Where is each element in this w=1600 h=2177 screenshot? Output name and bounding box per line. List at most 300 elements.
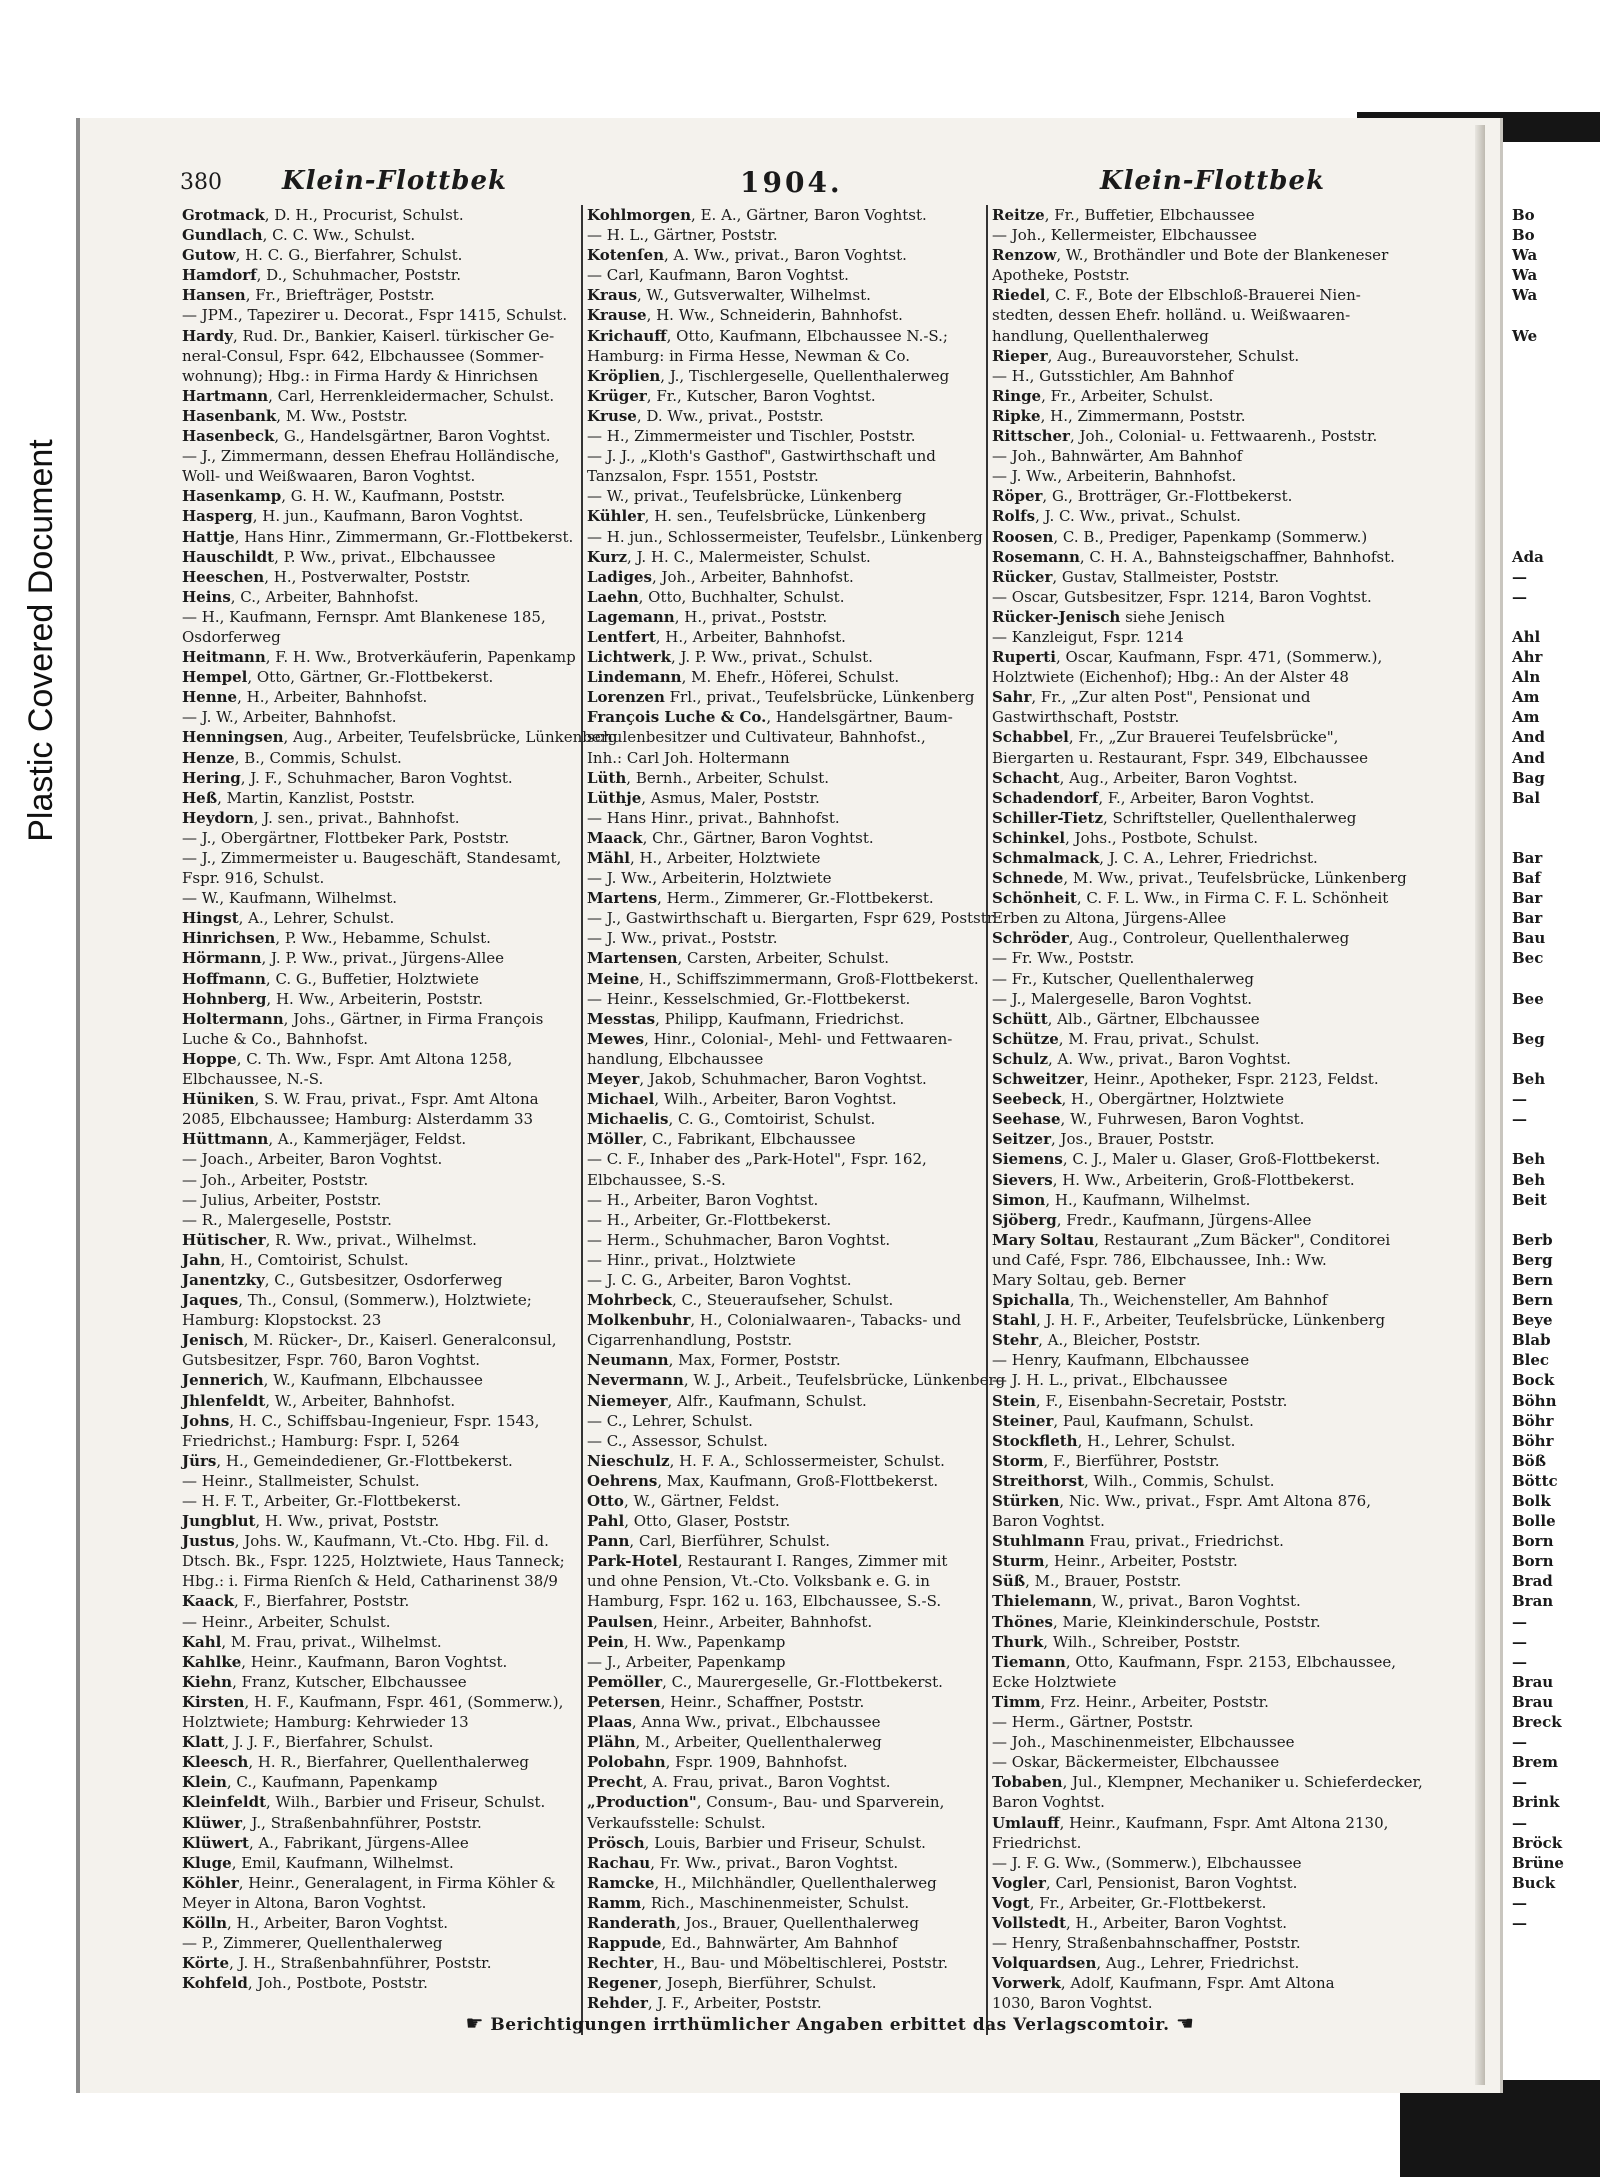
entry-fragment: Beh — [1512, 1170, 1546, 1189]
entry-details: , J. P. Ww., privat., Schulst. — [670, 648, 873, 667]
entry-details: — Heinr., Kesselschmied, Gr.-Flottbekerst. — [587, 989, 911, 1008]
entry-surname: Regener — [587, 1974, 658, 1993]
directory-entry — [587, 225, 983, 245]
directory-entry — [992, 1953, 1392, 1973]
entry-details: , W. J., Arbeit., Teufelsbrücke, Lünkenberg — [683, 1371, 1006, 1390]
directory-entry — [587, 1029, 983, 1049]
entry-surname: Mähl — [587, 849, 630, 867]
entry-details: — Henry, Straßenbahnschaffner, Poststr. — [992, 1934, 1301, 1953]
entry-surname: Pein — [587, 1632, 625, 1651]
entry-details: — Julius, Arbeiter, Poststr. — [182, 1190, 382, 1209]
entry-surname: Messtas — [587, 1009, 656, 1028]
entry-surname: Gundlach — [182, 226, 263, 245]
entry-details: , Chr., Gärtner, Baron Voghtst. — [642, 828, 874, 847]
entry-surname: Randerath — [587, 1913, 676, 1932]
entry-details: , H., Arbeiter, Bahnhofst. — [655, 627, 846, 646]
entry-surname: Tiemann — [992, 1652, 1066, 1671]
entry-details: , H., Comtoirist, Schulst. — [220, 1250, 409, 1269]
entry-details: Biergarten u. Restaurant, Fspr. 349, Elbchaussee — [992, 748, 1369, 767]
entry-surname: Streithorst — [992, 1471, 1085, 1490]
entry-details: , J. H. C., Malermeister, Schulst. — [627, 547, 871, 566]
directory-entry — [992, 1270, 1392, 1290]
entry-surname: Köhler — [182, 1873, 239, 1892]
entry-details: Luche & Co., Bahnhofst. — [182, 1029, 369, 1048]
entry-details: , Handelsgärtner, Baum- — [766, 708, 953, 727]
directory-entry — [992, 1411, 1392, 1431]
directory-entry — [182, 828, 578, 848]
entry-fragment: Am — [1512, 688, 1540, 707]
entry-surname: Vogler — [992, 1873, 1046, 1892]
entry-details: , C. G., Buffetier, Holztwiete — [265, 969, 479, 988]
entry-surname: Lüth — [587, 768, 627, 787]
entry-surname: Rieper — [992, 346, 1048, 365]
entry-details: , Fr., Kutscher, Baron Voghtst. — [646, 386, 876, 405]
entry-details: , F., Eisenbahn-Secretair, Poststr. — [1035, 1391, 1288, 1410]
directory-entry — [992, 1591, 1392, 1611]
entry-surname: Michaelis — [587, 1110, 669, 1129]
entry-surname: Jaques — [182, 1291, 239, 1310]
directory-entry — [992, 1712, 1392, 1732]
entry-details: , D. H., Procurist, Schulst. — [264, 206, 464, 224]
entry-details: — J., Gastwirthschaft u. Biergarten, Fspr 629, Poststr. — [587, 909, 998, 928]
directory-entry — [587, 285, 983, 305]
entry-details: — Hans Hinr., privat., Bahnhofst. — [587, 808, 840, 827]
directory-entry — [182, 1491, 578, 1511]
entry-details: , Nic. Ww., privat., Fspr. Amt Altona 876, — [1059, 1492, 1371, 1510]
entry-surname: Schabbel — [992, 728, 1069, 747]
entry-details: , F., Arbeiter, Baron Voghtst. — [1098, 788, 1315, 807]
entry-details: , H., Colonialwaaren-, Tabacks- und — [690, 1311, 962, 1330]
entry-surname: Precht — [587, 1773, 643, 1792]
entry-details: , H., Milchhändler, Quellenthalerweg — [654, 1873, 937, 1892]
directory-entry — [992, 848, 1392, 868]
entry-surname: Sturm — [992, 1552, 1045, 1571]
entry-details: , P. Ww., privat., Elbchaussee — [274, 547, 496, 566]
entry-fragment: Born — [1512, 1532, 1554, 1551]
entry-details: , Fredr., Kaufmann, Jürgens-Allee — [1056, 1210, 1312, 1229]
entry-details: — J. F. G. Ww., (Sommerw.), Elbchaussee — [992, 1853, 1302, 1872]
entry-fragment: — — [1512, 1612, 1527, 1631]
entry-fragment — [1512, 969, 1562, 989]
entry-details: — W., privat., Teufelsbrücke, Lünkenberg — [587, 487, 902, 506]
directory-entry — [587, 848, 983, 868]
directory-entry — [992, 1250, 1392, 1270]
entry-details: Erben zu Altona, Jürgens-Allee — [992, 909, 1227, 928]
directory-entry — [992, 888, 1392, 908]
entry-surname: Schacht — [992, 768, 1060, 787]
directory-entry — [182, 587, 578, 607]
entry-details: und Café, Fspr. 786, Elbchaussee, Inh.: Ww. — [992, 1250, 1327, 1269]
entry-details: siehe Jenisch — [1120, 607, 1225, 626]
entry-surname: Schweitzer — [992, 1070, 1084, 1089]
entry-details: , Aug., Arbeiter, Baron Voghtst. — [1059, 768, 1298, 787]
entry-details: , Jos., Brauer, Quellenthalerweg — [675, 1913, 920, 1932]
directory-entry — [587, 1109, 983, 1129]
entry-surname: François Luche & Co. — [587, 708, 767, 727]
directory-entry — [587, 1370, 1006, 1390]
entry-surname: Steiner — [992, 1411, 1054, 1430]
entry-details: , H. C. G., Bierfahrer, Schulst. — [235, 246, 463, 265]
directory-entry — [587, 808, 983, 828]
entry-details: — Heinr., Stallmeister, Schulst. — [182, 1471, 420, 1490]
directory-entry — [992, 225, 1392, 245]
directory-entry — [182, 969, 578, 989]
directory-entry — [182, 808, 578, 828]
entry-details: , A. Ww., privat., Baron Voghtst. — [664, 246, 907, 265]
entry-details: , A., Fabrikant, Jürgens-Allee — [248, 1833, 469, 1852]
directory-entry — [992, 527, 1392, 547]
directory-entry — [587, 1350, 983, 1370]
entry-fragment: Blab — [1512, 1331, 1551, 1350]
entry-details: — Joh., Maschinenmeister, Elbchaussee — [992, 1733, 1295, 1752]
entry-details: , C., Fabrikant, Elbchaussee — [642, 1130, 856, 1149]
directory-entry — [182, 1310, 578, 1330]
directory-entry — [587, 868, 983, 888]
entry-fragment: — — [1512, 1090, 1527, 1109]
entry-surname: Stein — [992, 1391, 1036, 1410]
entry-fragment — [1512, 466, 1562, 486]
entry-surname: Mewes — [587, 1029, 645, 1048]
entry-details: Hamburg: Klopstockst. 23 — [182, 1311, 382, 1330]
entry-details: , W., Gutsverwalter, Wilhelmst. — [637, 286, 871, 305]
directory-entry — [587, 1170, 983, 1190]
entry-surname: Henne — [182, 688, 238, 707]
entry-surname: Kraus — [587, 286, 638, 305]
entry-fragment: Brau — [1512, 1692, 1554, 1711]
entry-details: — Joh., Arbeiter, Poststr. — [182, 1170, 369, 1189]
entry-details: — J. C. G., Arbeiter, Baron Voghtst. — [587, 1270, 852, 1289]
directory-entry — [587, 1129, 983, 1149]
entry-fragment: — — [1512, 587, 1527, 606]
directory-entry — [587, 1069, 983, 1089]
entry-details: , Jul., Klempner, Mechaniker u. Schieferdecker, — [1062, 1773, 1423, 1792]
entry-details: , Jos., Brauer, Poststr. — [1050, 1130, 1215, 1149]
directory-entry — [992, 1230, 1392, 1250]
directory-entry — [992, 587, 1392, 607]
running-head-year: 1904. — [740, 166, 843, 199]
entry-surname: Seebeck — [992, 1090, 1062, 1109]
entry-details: , C. H. A., Bahnsteigschaffner, Bahnhofst. — [1079, 547, 1395, 566]
entry-details: und ohne Pension, Vt.-Cto. Volksbank e. G. in — [587, 1572, 930, 1591]
entry-surname: Hasperg — [182, 507, 253, 526]
entry-surname: Sahr — [992, 688, 1032, 707]
entry-fragment: Bolk — [1512, 1492, 1551, 1510]
directory-entry — [182, 627, 578, 647]
entry-details: , C. C. Ww., Schulst. — [262, 226, 416, 245]
entry-fragment: Bar — [1512, 909, 1543, 928]
entry-surname: Rachau — [587, 1853, 651, 1872]
entry-surname: Hasenbeck — [182, 427, 275, 446]
entry-fragment — [1512, 1009, 1562, 1029]
entry-details: 2085, Elbchaussee; Hamburg: Alsterdamm 33 — [182, 1110, 534, 1129]
entry-details: — H., Zimmermeister und Tischler, Poststr. — [587, 427, 916, 446]
entry-fragment: Bern — [1512, 1270, 1554, 1289]
directory-entry — [992, 1672, 1392, 1692]
directory-entry — [587, 928, 983, 948]
entry-surname: Martensen — [587, 949, 678, 968]
entry-details: , Fr., Buffetier, Elbchaussee — [1044, 206, 1255, 224]
directory-entry — [587, 1591, 983, 1611]
directory-entry — [182, 446, 578, 466]
entry-fragment: Wa — [1512, 246, 1538, 265]
entry-details: — Fr., Kutscher, Quellenthalerweg — [992, 969, 1255, 988]
entry-surname: Hasenbank — [182, 406, 277, 425]
directory-entry — [587, 265, 983, 285]
entry-details: , Fr., „Zur Brauerei Teufelsbrücke", — [1068, 728, 1339, 747]
entry-details: — Herm., Gärtner, Poststr. — [992, 1713, 1194, 1732]
directory-entry — [587, 1792, 983, 1812]
entry-details: , H., Zimmermann, Poststr. — [1040, 406, 1246, 425]
directory-entry — [992, 969, 1392, 989]
entry-fragment: Baf — [1512, 869, 1541, 888]
directory-entry — [992, 1873, 1392, 1893]
entry-details: , J. F., Arbeiter, Poststr. — [647, 1994, 822, 2013]
entry-surname: Schiller-Tietz — [992, 808, 1104, 827]
entry-details: , W., Gärtner, Feldst. — [623, 1492, 780, 1510]
entry-fragment: Buck — [1512, 1873, 1556, 1892]
directory-entry — [182, 667, 578, 687]
entry-details: , Otto, Glaser, Poststr. — [624, 1512, 791, 1531]
directory-entry — [182, 1551, 578, 1571]
directory-entry — [182, 466, 578, 486]
entry-details: , C. F., Bote der Elbschloß-Brauerei Nien- — [1045, 286, 1361, 305]
entry-surname: Plaas — [587, 1713, 632, 1732]
directory-entry — [182, 1692, 578, 1712]
directory-entry — [182, 1431, 578, 1451]
entry-details: , Johs., Gärtner, in Firma François — [283, 1009, 544, 1028]
entry-surname: Justus — [182, 1532, 235, 1551]
entry-fragment: Berg — [1512, 1250, 1553, 1269]
entry-details: , Martin, Kanzlist, Poststr. — [217, 788, 415, 807]
entry-fragment: Bo — [1512, 226, 1535, 245]
entry-surname: Prösch — [587, 1833, 645, 1852]
directory-entry — [992, 1792, 1392, 1812]
directory-entry — [182, 1069, 578, 1089]
entry-details: , C., Maurergeselle, Gr.-Flottbekerst. — [662, 1672, 943, 1691]
entry-surname: Martens — [587, 889, 658, 908]
entry-details: — Herm., Schuhmacher, Baron Voghtst. — [587, 1230, 891, 1249]
entry-details: — P., Zimmerer, Quellenthalerweg — [182, 1934, 443, 1953]
entry-details: , Joseph, Bierführer, Schulst. — [657, 1974, 877, 1993]
directory-entry — [992, 245, 1392, 265]
entry-details: , Fr., Arbeiter, Gr.-Flottbekerst. — [1029, 1893, 1267, 1912]
entry-details: Verkaufsstelle: Schulst. — [587, 1813, 766, 1832]
directory-entry — [587, 1411, 983, 1431]
entry-details: Baron Voghtst. — [992, 1512, 1105, 1531]
entry-fragment: — — [1512, 1110, 1527, 1129]
directory-entry — [587, 687, 983, 707]
directory-entry — [182, 687, 578, 707]
entry-surname: Laehn — [587, 587, 639, 606]
entry-fragment: Bee — [1512, 989, 1544, 1008]
directory-entry — [182, 1170, 578, 1190]
directory-entry — [182, 506, 578, 526]
entry-details: , H. R., Bierfahrer, Quellenthalerweg — [248, 1753, 529, 1772]
entry-surname: Rittscher — [992, 427, 1070, 446]
directory-entry — [587, 727, 983, 747]
directory-entry — [992, 1853, 1392, 1873]
entry-details: , M. Ehefr., Höferei, Schulst. — [681, 668, 900, 687]
entry-surname: Ramm — [587, 1893, 642, 1912]
entry-surname: Lindemann — [587, 668, 682, 687]
directory-entry — [992, 1089, 1392, 1109]
entry-details: — R., Malergeselle, Poststr. — [182, 1210, 392, 1229]
directory-entry — [587, 1431, 983, 1451]
entry-surname: Stuhlmann — [992, 1532, 1085, 1551]
entry-details: , Fspr. 1909, Bahnhofst. — [665, 1753, 848, 1772]
directory-entry — [992, 627, 1392, 647]
entry-details: , Johs., Postbote, Schulst. — [1065, 828, 1258, 847]
directory-entry — [992, 607, 1392, 627]
entry-details: — H., Arbeiter, Baron Voghtst. — [587, 1190, 819, 1209]
entry-details: Osdorferweg — [182, 627, 281, 646]
entry-surname: Hartmann — [182, 386, 269, 405]
directory-entry — [992, 868, 1407, 888]
directory-entry — [182, 1391, 578, 1411]
directory-entry — [182, 1772, 578, 1792]
entry-surname: Rehder — [587, 1994, 648, 2013]
entry-details: , Fr. Ww., privat., Baron Voghtst. — [650, 1853, 899, 1872]
entry-surname: Reitze — [992, 206, 1045, 224]
entry-surname: Molkenbuhr — [587, 1311, 691, 1330]
directory-entry — [587, 1149, 983, 1169]
entry-fragment: Beg — [1512, 1029, 1545, 1048]
entry-surname: Niemeyer — [587, 1391, 668, 1410]
running-head-left: Klein-Flottbek — [282, 166, 508, 196]
entry-details: , Ed., Bahnwärter, Am Bahnhof — [661, 1934, 898, 1953]
entry-surname: Hering — [182, 768, 241, 787]
entry-surname: Ladiges — [587, 567, 652, 586]
directory-entry — [182, 1029, 578, 1049]
directory-entry — [587, 1451, 983, 1471]
entry-details: Ecke Holztwiete — [992, 1672, 1117, 1691]
directory-entry — [992, 1571, 1392, 1591]
entry-surname: Seehase — [992, 1110, 1061, 1129]
directory-entry — [182, 245, 578, 265]
entry-details: , Johs. W., Kaufmann, Vt.-Cto. Hbg. Fil. d. — [234, 1532, 549, 1551]
entry-details: Inh.: Carl Joh. Holtermann — [587, 748, 790, 767]
entry-details: , C., Steueraufseher, Schulst. — [671, 1291, 894, 1310]
entry-details: , Franz, Kutscher, Elbchaussee — [232, 1672, 467, 1691]
directory-entry — [182, 1792, 578, 1812]
entry-details: , H. Ww., Arbeiterin, Poststr. — [266, 989, 483, 1008]
entry-surname: Hamdorf — [182, 266, 257, 285]
entry-details: , Aug., Arbeiter, Teufelsbrücke, Lünkenberg — [283, 728, 618, 747]
entry-details: stedten, dessen Ehefr. holländ. u. Weißwaaren- — [992, 306, 1351, 325]
directory-entry — [992, 1029, 1392, 1049]
entry-details: , M., Arbeiter, Quellenthalerweg — [635, 1733, 882, 1752]
directory-entry — [587, 788, 983, 808]
entry-surname: Kaack — [182, 1592, 235, 1611]
entry-details: , H. Ww., Schneiderin, Bahnhofst. — [646, 306, 903, 325]
entry-details: , Alb., Gärtner, Elbchaussee — [1047, 1009, 1260, 1028]
entry-details: , C., Gutsbesitzer, Osdorferweg — [264, 1270, 503, 1289]
directory-entry — [587, 1732, 983, 1752]
directory-entry — [992, 828, 1392, 848]
entry-fragment: Ada — [1512, 547, 1544, 566]
entry-details: , H. jun., Kaufmann, Baron Voghtst. — [252, 507, 524, 526]
entry-surname: Meyer — [587, 1070, 640, 1089]
entry-surname: Heeschen — [182, 567, 265, 586]
column-rule — [986, 205, 988, 2035]
entry-details: Friedrichst.; Hamburg: Fspr. I, 5264 — [182, 1431, 460, 1450]
entry-fragment: And — [1512, 728, 1546, 747]
directory-entry — [992, 1210, 1392, 1230]
directory-entry — [587, 1310, 983, 1330]
entry-details: — H., Gutsstichler, Am Bahnhof — [992, 366, 1234, 385]
directory-entry — [587, 1833, 983, 1853]
entry-details: , M. Ww., privat., Teufelsbrücke, Lünkenberg — [1063, 869, 1407, 888]
entry-details: Mary Soltau, geb. Berner — [992, 1270, 1186, 1289]
entry-surname: Renzow — [992, 246, 1057, 265]
entry-details: , G., Handelsgärtner, Baron Voghtst. — [274, 427, 551, 446]
entry-fragment: — — [1512, 1893, 1527, 1912]
directory-entry — [182, 386, 578, 406]
entry-surname: Janentzky — [182, 1270, 265, 1289]
entry-details: , A. Ww., privat., Baron Voghtst. — [1048, 1049, 1291, 1068]
entry-fragment: Ahr — [1512, 648, 1543, 667]
entry-fragment: — — [1512, 1652, 1527, 1671]
directory-entry — [992, 446, 1392, 466]
directory-entry — [992, 1732, 1392, 1752]
entry-details: , J. H., Straßenbahnführer, Poststr. — [229, 1954, 492, 1973]
entry-fragment — [1512, 486, 1562, 506]
entry-surname: Stockfleth — [992, 1431, 1078, 1450]
directory-entry — [182, 1290, 578, 1310]
directory-entry — [992, 1893, 1392, 1913]
directory-entry — [587, 1752, 983, 1772]
entry-details: , H., Obergärtner, Holztwiete — [1061, 1090, 1284, 1109]
directory-entry — [587, 1913, 983, 1933]
entry-details: Hamburg: in Firma Hesse, Newman & Co. — [587, 346, 910, 365]
entry-details: , Wilh., Schreiber, Poststr. — [1043, 1632, 1241, 1651]
entry-details: — Joach., Arbeiter, Baron Voghtst. — [182, 1150, 443, 1169]
entry-details: , A. Frau, privat., Baron Voghtst. — [642, 1773, 891, 1792]
entry-fragment — [1512, 506, 1562, 526]
entry-details: Gastwirthschaft, Poststr. — [992, 708, 1180, 727]
entry-details: , M. Ww., Poststr. — [276, 406, 408, 425]
directory-entry — [992, 1350, 1392, 1370]
entry-details: — H., Arbeiter, Gr.-Flottbekerst. — [587, 1210, 832, 1229]
entry-surname: Kölln — [182, 1913, 228, 1932]
entry-details: , Fr., „Zur alten Post", Pensionat und — [1031, 688, 1311, 707]
entry-details: , H., Gemeindediener, Gr.-Flottbekerst. — [216, 1451, 513, 1470]
directory-entry — [992, 305, 1392, 325]
entry-details: Elbchaussee, S.-S. — [587, 1170, 726, 1189]
directory-entry — [182, 1752, 578, 1772]
entry-details: Dtsch. Bk., Fspr. 1225, Holztwiete, Haus Tanneck; — [182, 1552, 565, 1571]
entry-fragment: Ahl — [1512, 627, 1541, 646]
directory-entry — [182, 1230, 578, 1250]
entry-surname: Kühler — [587, 507, 645, 526]
entry-details: , H. Ww., privat, Poststr. — [255, 1512, 440, 1531]
column-rule — [581, 205, 583, 2035]
directory-entry — [587, 1612, 983, 1632]
entry-surname: Sjöberg — [992, 1210, 1057, 1229]
directory-entry — [182, 1149, 578, 1169]
entry-surname: Thurk — [992, 1632, 1044, 1651]
directory-entry — [992, 506, 1392, 526]
entry-fragment: Bock — [1512, 1371, 1555, 1390]
entry-surname: Kahl — [182, 1632, 222, 1651]
entry-surname: Spichalla — [992, 1291, 1070, 1310]
entry-surname: Klüwer — [182, 1813, 242, 1832]
entry-surname: Rechter — [587, 1954, 654, 1973]
entry-details: , W., Arbeiter, Bahnhofst. — [265, 1391, 456, 1410]
entry-surname: Lüthje — [587, 788, 642, 807]
entry-details: , J. C. A., Lehrer, Friedrichst. — [1099, 849, 1318, 867]
entry-fragment: Beh — [1512, 1150, 1546, 1169]
